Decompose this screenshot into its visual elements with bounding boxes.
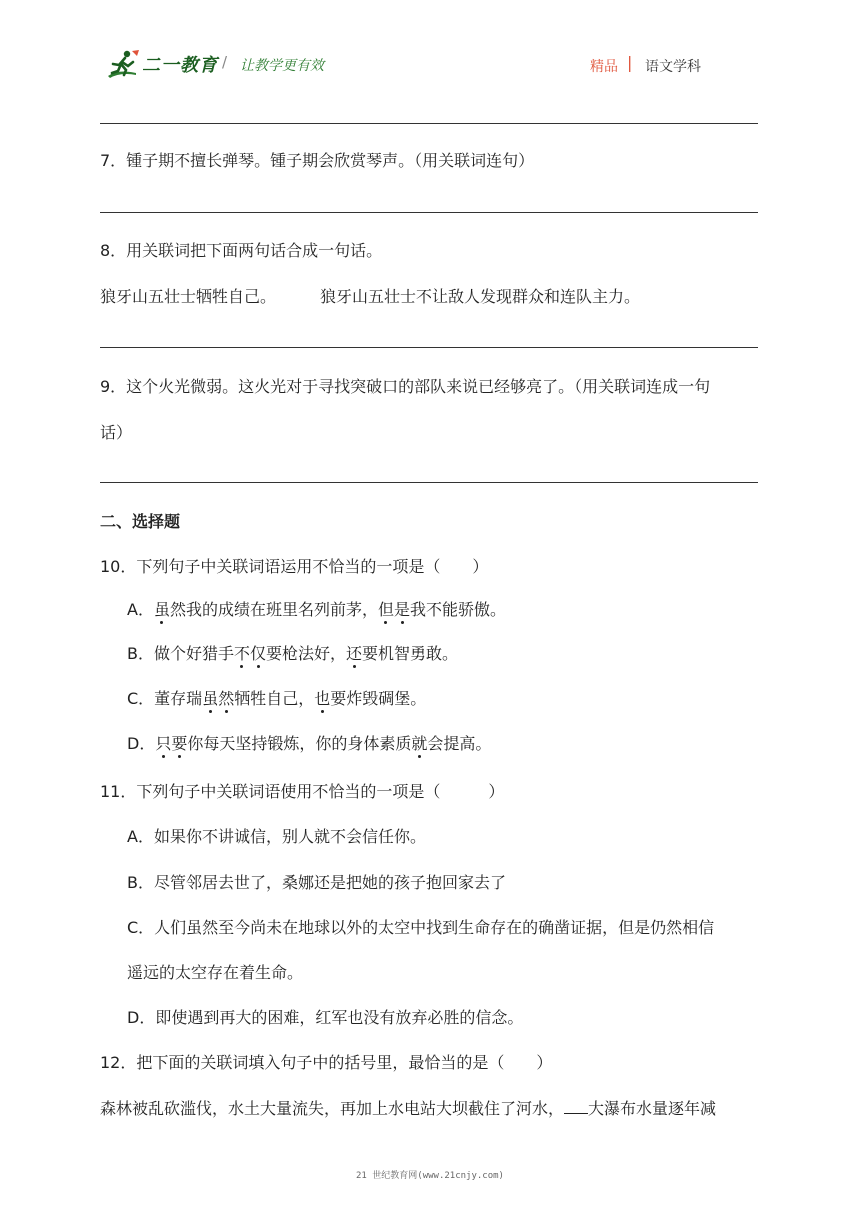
question-11-option-c-line-1: C．人们虽然至今尚未在地球以外的太空中找到生命存在的确凿证据，但是仍然相信 (127, 918, 715, 937)
emphasis-char: 只 (155, 731, 171, 754)
option-text: C．董存瑞 (127, 689, 203, 708)
slogan: 让教学更有效 (240, 58, 324, 74)
option-text: 要机智勇敢。 (362, 644, 459, 663)
question-8-sentence-a: 狼牙山五壮士牺牲自己。 (100, 287, 277, 306)
emphasis-char: 不 (234, 641, 250, 664)
question-10-stem: 10．下列句子中关联词语运用不恰当的一项是（ ） (100, 557, 489, 576)
option-text: 然我的成绩在班里名列前茅， (169, 600, 378, 619)
emphasis-char: 还 (346, 641, 362, 664)
subject-label: 语文学科 (645, 59, 701, 75)
answer-line (100, 347, 758, 348)
question-10-option-d (127, 731, 491, 754)
emphasis-char: 也 (314, 686, 330, 709)
question-11-option-a: A．如果你不讲诚信，别人就不会信任你。 (127, 827, 426, 846)
header-divider: | (627, 53, 633, 72)
logo-text: 二一教育 (142, 55, 218, 76)
option-text: 会提高。 (427, 734, 492, 753)
emphasis-char: 要 (171, 731, 187, 754)
question-8: 8．用关联词把下面两句话合成一句话。 (100, 241, 383, 260)
page-header (0, 0, 860, 100)
quality-label: 精品 (590, 59, 618, 75)
fill-in-blank[interactable] (564, 1099, 588, 1114)
question-10-option-b (127, 641, 458, 664)
option-text: 牺牲自己， (234, 689, 315, 708)
option-text: 你每天坚持锻炼，你的身体素质 (187, 734, 412, 753)
page-footer: 21 世纪教育网(www.21cnjy.com) (356, 1171, 504, 1181)
sentence-text: 森林被乱砍滥伐，水土大量流失，再加上水电站大坝截住了河水， (100, 1099, 565, 1118)
option-text: D． (127, 734, 156, 753)
emphasis-char: 然 (218, 686, 234, 709)
answer-line (100, 212, 758, 213)
option-text: A． (127, 600, 154, 619)
emphasis-char: 但 (378, 597, 394, 620)
sentence-text: 大瀑布水量逐年减 (588, 1099, 717, 1118)
running-man-logo-icon (106, 49, 140, 79)
option-text: B．做个好猎手 (127, 644, 234, 663)
emphasis-char: 虽 (154, 597, 170, 620)
option-text: 我不能骄傲。 (410, 600, 507, 619)
answer-line (100, 482, 758, 483)
site-logo[interactable] (106, 48, 218, 80)
question-11-option-c-line-2: 遥远的太空存在着生命。 (127, 963, 304, 982)
question-10-option-c (127, 686, 426, 709)
question-9-line-2: 话） (100, 423, 133, 442)
question-11-stem: 11．下列句子中关联词语使用不恰当的一项是（ ） (100, 782, 505, 801)
question-7: 7．锺子期不擅长弹琴。锺子期会欣赏琴声。（用关联词连句） (100, 151, 535, 170)
emphasis-char: 仅 (250, 641, 266, 664)
emphasis-char: 是 (394, 597, 410, 620)
section-title: 二、选择题 (100, 512, 181, 531)
option-text: 要炸毁碉堡。 (330, 689, 427, 708)
question-11-option-d: D．即使遇到再大的困难，红军也没有放弃必胜的信念。 (127, 1008, 524, 1027)
question-9-line-1: 9．这个火光微弱。这火光对于寻找突破口的部队来说已经够亮了。（用关联词连成一句 (100, 377, 711, 396)
option-text: 要枪法好， (266, 644, 347, 663)
slogan-divider: / (222, 53, 228, 71)
question-8-sentence-b: 狼牙山五壮士不让敌人发现群众和连队主力。 (320, 287, 641, 306)
question-10-option-a (127, 597, 506, 620)
emphasis-char: 虽 (202, 686, 218, 709)
emphasis-char: 就 (411, 731, 427, 754)
question-11-option-b: B．尽管邻居去世了，桑娜还是把她的孩子抱回家去了 (127, 873, 506, 892)
answer-line (100, 123, 758, 124)
question-12-sentence (100, 1096, 716, 1119)
question-12-stem: 12．把下面的关联词填入句子中的括号里，最恰当的是（ ） (100, 1053, 553, 1072)
